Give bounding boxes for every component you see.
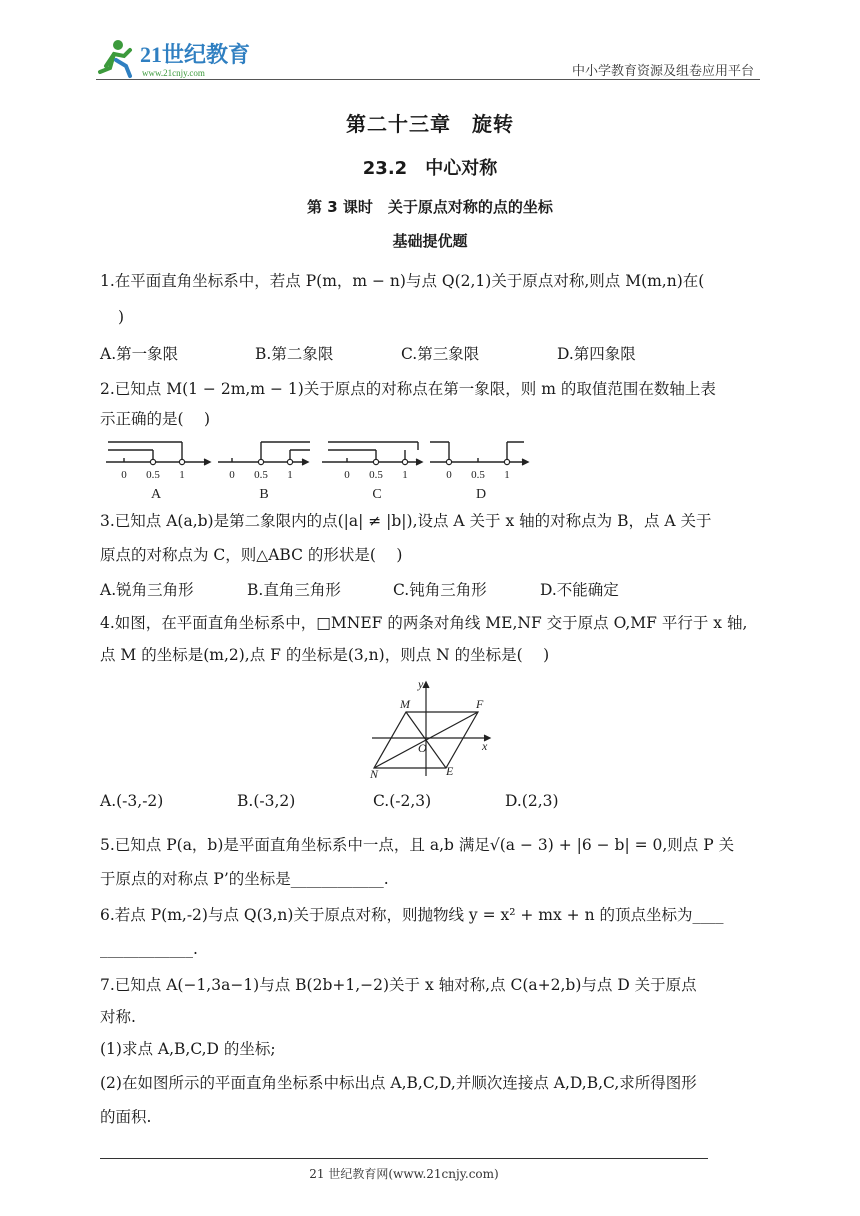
q7-sub1: (1)求点 A,B,C,D 的坐标;	[100, 1040, 276, 1058]
q1-line2: )	[118, 308, 125, 326]
q2-tick-a-05: 0.5	[146, 469, 160, 481]
q4-line2: 点 M 的坐标是(m,2),点 F 的坐标是(3,n)，则点 N 的坐标是( )	[100, 646, 550, 664]
q2-tick-d-05: 0.5	[471, 469, 485, 481]
runner-logo-icon	[100, 40, 130, 76]
lesson-title: 第 3 课时 关于原点对称的点的坐标	[307, 198, 553, 216]
q3-option-a: A.锐角三角形	[100, 581, 194, 599]
q4-option-c: C.(-2,3)	[373, 792, 432, 810]
chapter-title: 第二十三章 旋转	[346, 112, 514, 136]
q2-tick-b-05: 0.5	[254, 469, 268, 481]
q3-option-b: B.直角三角形	[247, 581, 341, 599]
q4-option-b: B.(-3,2)	[237, 792, 296, 810]
q4-label-o: O	[418, 741, 427, 755]
q7-line2: 对称.	[100, 1008, 136, 1026]
q4-label-n: N	[370, 767, 379, 780]
q2-line1: 2.已知点 M(1 − 2m,m − 1)关于原点的对称点在第一象限，则 m 的取值范围在数轴上表	[100, 380, 716, 398]
header-divider	[96, 79, 760, 80]
q6-line2: ____________.	[100, 940, 198, 958]
q1-line1: 1.在平面直角坐标系中，若点 P(m，m − n)与点 Q(2,1)关于原点对称,则点 M(m,n)在(	[100, 272, 705, 290]
q2-tick-d-1: 1	[504, 469, 510, 481]
q4-option-d: D.(2,3)	[505, 792, 559, 810]
q1-option-a: A.第一象限	[100, 345, 179, 363]
q7-line1: 7.已知点 A(−1,3a−1)与点 B(2b+1,−2)关于 x 轴对称,点 C(a+2,b)与点 D 关于原点	[100, 976, 697, 994]
part-title: 基础提优题	[392, 232, 468, 250]
q2-label-b: B	[259, 487, 269, 502]
q2-label-c: C	[372, 487, 382, 502]
q1-option-b: B.第二象限	[255, 345, 334, 363]
q4-line1: 4.如图，在平面直角坐标系中，□MNEF 的两条对角线 ME,NF 交于原点 O,MF 平行于 x 轴,	[100, 614, 748, 632]
q2-tick-d-0: 0	[446, 469, 452, 481]
q1-option-d: D.第四象限	[557, 345, 636, 363]
footer-text: 21 世纪教育网(www.21cnjy.com)	[309, 1167, 499, 1181]
site-logo	[96, 36, 256, 80]
q2-tick-c-1: 1	[402, 469, 408, 481]
q1-option-c: C.第三象限	[401, 345, 480, 363]
q2-line2: 示正确的是( )	[100, 410, 211, 428]
q2-tick-a-0: 0	[121, 469, 127, 481]
q4-parallelogram-figure	[364, 676, 500, 780]
q2-tick-c-05: 0.5	[369, 469, 383, 481]
header-platform-text: 中小学教育资源及组卷应用平台	[571, 64, 754, 79]
q3-line2: 原点的对称点为 C，则△ABC 的形状是( )	[100, 546, 403, 564]
q2-number-lines-figure	[100, 436, 540, 502]
q2-tick-b-1: 1	[287, 469, 293, 481]
q4-label-x: x	[482, 739, 488, 753]
q6-line1: 6.若点 P(m,-2)与点 Q(3,n)关于原点对称，则抛物线 y = x² + mx + n 的顶点坐标为____	[100, 906, 724, 924]
logo-text: 21世纪教育	[140, 42, 251, 67]
q4-label-y: y	[418, 677, 424, 691]
q5-line1: 5.已知点 P(a，b)是平面直角坐标系中一点，且 a,b 满足√(a − 3) + |6 − b| = 0,则点 P 关	[100, 836, 735, 854]
q4-label-m: M	[400, 697, 410, 711]
q3-line1: 3.已知点 A(a,b)是第二象限内的点(|a| ≠ |b|),设点 A 关于 x 轴的对称点为 B，点 A 关于	[100, 512, 712, 530]
q5-line2: 于原点的对称点 P’的坐标是____________.	[100, 870, 389, 888]
q7-sub2: (2)在如图所示的平面直角坐标系中标出点 A,B,C,D,并顺次连接点 A,D,B,C,求所得图形	[100, 1074, 697, 1092]
q2-tick-c-0: 0	[344, 469, 350, 481]
q4-label-e: E	[446, 764, 454, 778]
q2-label-a: A	[150, 487, 162, 502]
q2-tick-b-0: 0	[229, 469, 235, 481]
q3-option-d: D.不能确定	[540, 581, 619, 599]
q4-option-a: A.(-3,-2)	[100, 792, 164, 810]
footer-divider	[100, 1158, 708, 1159]
q2-tick-a-1: 1	[179, 469, 185, 481]
q3-option-c: C.钝角三角形	[393, 581, 487, 599]
q7-sub3: 的面积.	[100, 1108, 152, 1126]
logo-url: www.21cnjy.com	[142, 68, 205, 78]
q4-label-f: F	[476, 697, 484, 711]
section-title: 23.2 中心对称	[362, 158, 498, 179]
q2-label-d: D	[475, 487, 487, 502]
